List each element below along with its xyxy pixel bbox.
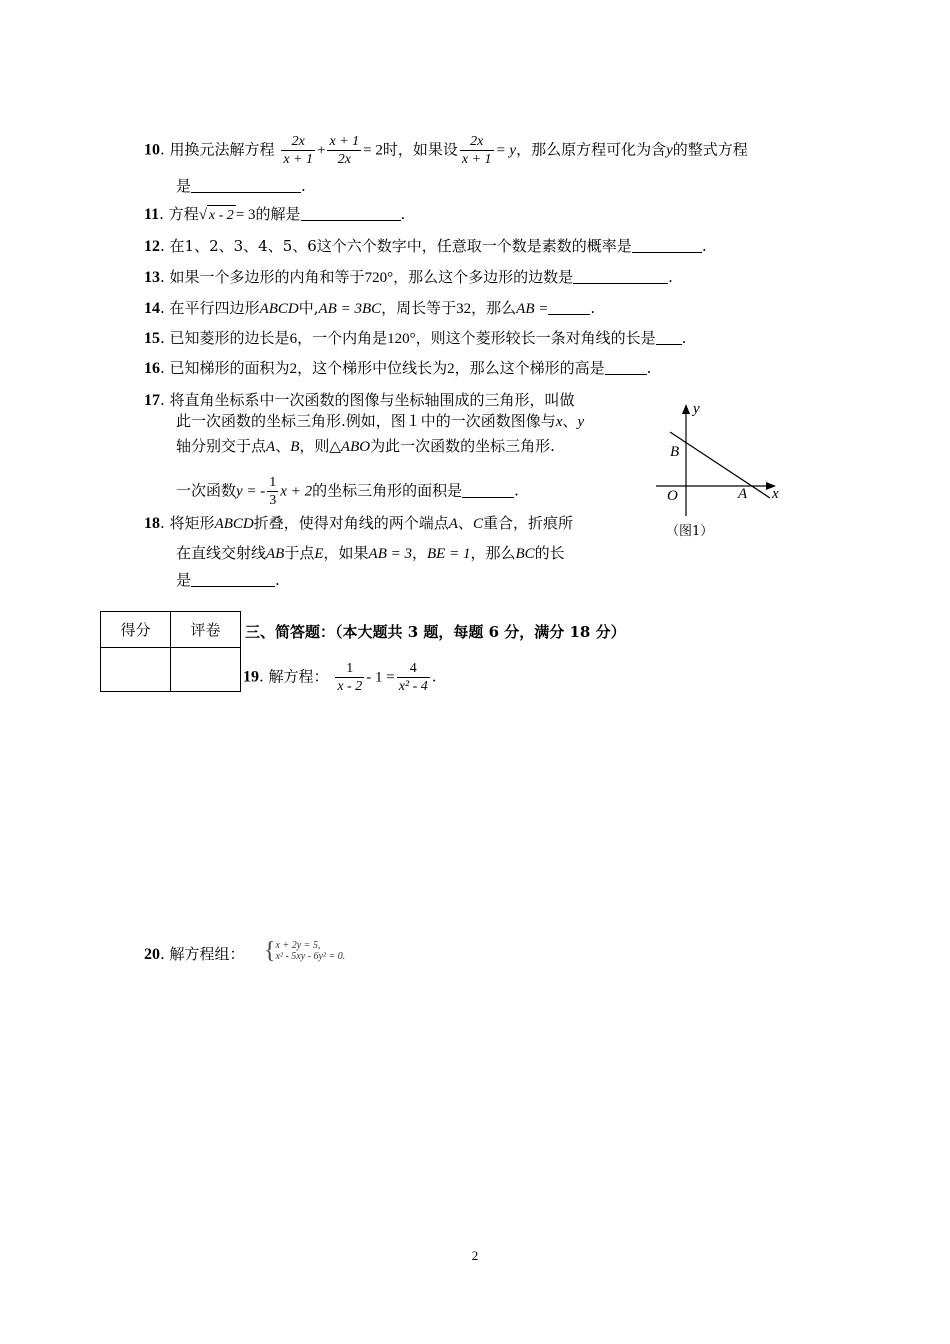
separator: ， [412, 544, 428, 562]
separator: 、 [275, 437, 291, 455]
angle-value: 720° [364, 270, 394, 286]
coordinate-figure [648, 398, 788, 543]
function-line [670, 432, 770, 498]
question-text: ，如果 [323, 544, 369, 562]
equation-part: x + 2 [280, 483, 313, 500]
question-number: 14 [144, 300, 160, 317]
question-number: 15 [144, 330, 160, 347]
question-17-line3 [176, 436, 555, 457]
question-text: 一次函数 [176, 481, 237, 500]
period: . [646, 359, 652, 377]
point-label: A [266, 439, 276, 455]
question-text: 折叠，使得对角线的两个端点 [253, 514, 449, 532]
question-text: 的坐标三角形的面积是 [312, 481, 463, 500]
answer-blank[interactable] [191, 178, 301, 193]
number: 2 [289, 361, 298, 377]
question-text: 是 [176, 177, 192, 195]
period: . [681, 329, 687, 347]
question-text: 时，如果设 [382, 140, 458, 159]
question-13: 13. 如果一个多边形的内角和等于720°，那么这个多边形的边数是 . [144, 268, 673, 286]
question-number: 11 [144, 206, 160, 223]
question-number: 18 [144, 515, 160, 532]
question-text: ，这个梯形中位线长为 [297, 359, 448, 377]
equation-1: x + 2y = 5, [275, 940, 321, 951]
question-text: 的长 [534, 544, 565, 562]
fraction: $\frac{1}{3}$ [269, 475, 277, 508]
fraction: $\frac{x + 1}{2x}$ [329, 134, 360, 167]
question-20: 20. 解方程组： [144, 945, 245, 963]
fraction: $\frac{2x}{x + 1}$ [283, 134, 314, 167]
brace-icon: { [264, 938, 276, 964]
question-text: ，一个内角是 [297, 329, 388, 347]
question-17-line2 [176, 411, 584, 432]
question-text: 在1、2、3、4、5、6这个六个数字中，任意取一个数是素数的概率是 [169, 237, 632, 255]
score-header: 得分 [101, 612, 171, 648]
question-text: 已知菱形的边长是 [169, 329, 290, 347]
equation-part: AB = 3BC [318, 301, 382, 317]
section-title: 三、简答题：（本大题共 3 题，每题 6 分，满分 18 分） [245, 623, 626, 641]
answer-blank[interactable] [462, 483, 514, 498]
question-17-line4 [176, 474, 519, 509]
math-label: BC [515, 546, 535, 562]
score-table [100, 611, 241, 692]
question-12: 12. 在1、2、3、4、5、6这个六个数字中，任意取一个数是素数的概率是 . [144, 237, 707, 255]
question-text: 方程 [168, 205, 199, 223]
equation-part: AB = [516, 301, 549, 317]
period: . [275, 571, 280, 589]
question-number: 20 [144, 946, 160, 963]
question-text: 的解是 [255, 205, 301, 223]
question-18-line3 [176, 570, 280, 590]
question-text: ，则这个菱形较长一条对角线的长是 [415, 329, 656, 347]
question-15: 15. 已知菱形的边长是6，一个内角是120°，则这个菱形较长一条对角线的长是 . [144, 329, 687, 347]
question-number: 13 [144, 269, 160, 286]
question-10-cont [176, 176, 306, 196]
answer-blank[interactable] [656, 330, 682, 345]
question-text: 解方程组： [169, 945, 245, 963]
point-label: A [448, 516, 458, 532]
equation-part: = 2 [363, 142, 383, 159]
period: . [400, 205, 406, 223]
angle-value: 120° [387, 331, 416, 347]
period: . [431, 667, 437, 686]
math-label: ABCD [214, 516, 254, 532]
point-label: B [290, 439, 300, 455]
y-axis-label: y [693, 401, 700, 417]
period: . [668, 268, 673, 286]
period: . [701, 237, 707, 255]
question-number: 17 [144, 392, 160, 409]
sqrt-sign: √ [198, 207, 207, 223]
question-11: 11. 方程√ x - 2 = 3的解是 . [144, 204, 405, 226]
question-text: ，那么这个多边形的边数是 [393, 268, 574, 286]
equation-2: x² - 5xy - 6y² = 0. [275, 951, 346, 962]
question-text: 用换元法解方程 [169, 140, 275, 159]
question-text: 解方程： [268, 667, 329, 686]
question-text: ，那么这个梯形的高是 [454, 359, 605, 377]
answer-blank[interactable] [632, 238, 702, 253]
point-label: C [472, 516, 483, 532]
period: . [590, 299, 596, 317]
question-text: ，则△ [299, 437, 341, 455]
point-a-label: A [738, 486, 748, 502]
question-text: 重合，折痕所 [482, 514, 573, 532]
question-number: 19 [243, 668, 259, 686]
question-text: 是 [176, 571, 192, 589]
origin-label: O [667, 488, 678, 504]
number: 6 [289, 331, 298, 347]
separator: 、 [562, 412, 578, 430]
question-text: ，周长等于 [381, 299, 457, 317]
question-19: 19. 解方程： $\frac{1}{x - 2}$ - 1 = $\frac{4}{\text{x² - 4}}$ . [243, 661, 437, 694]
question-text: 的整式方程 [672, 140, 748, 159]
equation-part: - 1 = [366, 669, 395, 686]
question-text: 于点 [284, 544, 315, 562]
question-text: ，那么原方程可化为含 [516, 140, 667, 159]
fraction: $\frac{1}{x - 2}$ [337, 661, 363, 694]
period: . [301, 177, 306, 195]
page-number: 2 [471, 1248, 479, 1263]
y-axis-arrow [682, 404, 690, 414]
question-14: 14. 在平行四边形ABCD中,AB = 3BC，周长等于32，那么AB = . [144, 299, 596, 317]
variable: y [577, 414, 585, 430]
question-text: ，那么 [471, 299, 517, 317]
equation-system [264, 939, 345, 963]
point-label: E [314, 546, 324, 562]
question-text: 轴分别交于点 [176, 437, 267, 455]
question-text: 将直角坐标系中一次函数的图像与坐标轴围成的三角形，叫做 [169, 391, 575, 409]
math-label: AB [266, 546, 285, 562]
question-text: ，那么 [470, 544, 516, 562]
grader-header: 评卷 [171, 612, 241, 648]
question-text: 此一次函数的坐标三角形.例如，图１中的一次函数图像与 [176, 412, 556, 430]
grader-cell[interactable] [171, 648, 241, 692]
answer-blank[interactable] [605, 360, 647, 375]
equation-part: y = - [236, 483, 266, 500]
question-16: 16. 已知梯形的面积为2，这个梯形中位线长为2，那么这个梯形的高是 . [144, 359, 652, 377]
answer-blank[interactable] [301, 206, 401, 221]
answer-blank[interactable] [573, 269, 668, 284]
answer-blank[interactable] [548, 300, 590, 315]
question-text: 已知梯形的面积为 [169, 359, 290, 377]
fraction: $\frac{4}{\text{x² - 4}}$ [398, 661, 428, 694]
equation-part: AB = 3 [368, 546, 412, 562]
question-number: 16 [144, 360, 160, 377]
x-axis-label: x [772, 486, 779, 502]
math-label: ABO [340, 439, 371, 455]
number: 32 [456, 301, 472, 317]
question-text: 为此一次函数的坐标三角形. [370, 437, 555, 455]
variable: x [555, 414, 563, 430]
question-text: 如果一个多边形的内角和等于 [169, 268, 365, 286]
math-label: ABCD [259, 301, 299, 317]
answer-blank[interactable] [191, 572, 275, 587]
question-text: 在直线交射线 [176, 544, 267, 562]
figure-caption: （图1） [666, 524, 714, 539]
number: 2 [447, 361, 455, 377]
question-17: 17. 将直角坐标系中一次函数的图像与坐标轴围成的三角形，叫做 [144, 391, 575, 409]
radicand: x - 2 [207, 205, 236, 226]
question-10: 10. 用换元法解方程 $\frac{2x}{x + 1}$ + $\frac{x + 1}{2x}$ = 2时，如果设 $\frac{2x}{x + 1}$ = y，那么原方程可化为含y的整式方程 [144, 134, 748, 167]
fraction: $\frac{2x}{x + 1}$ [461, 134, 492, 167]
equation-part: = y [495, 142, 517, 159]
point-b-label: B [670, 444, 680, 460]
question-text: 将矩形 [169, 514, 215, 532]
equation-part: = 3 [235, 207, 256, 223]
period: . [514, 481, 519, 500]
variable: y [666, 142, 673, 159]
score-cell[interactable] [101, 648, 171, 692]
question-text: 中, [298, 299, 319, 317]
question-number: 10 [144, 141, 160, 159]
question-number: 12 [144, 238, 160, 255]
equation-part: BE = 1 [427, 546, 471, 562]
question-18-line2 [176, 543, 565, 564]
question-18: 18. 将矩形ABCD折叠，使得对角线的两个端点A、C重合，折痕所 [144, 514, 573, 532]
separator: 、 [457, 514, 473, 532]
operator: + [317, 142, 326, 159]
question-text: 在平行四边形 [169, 299, 260, 317]
